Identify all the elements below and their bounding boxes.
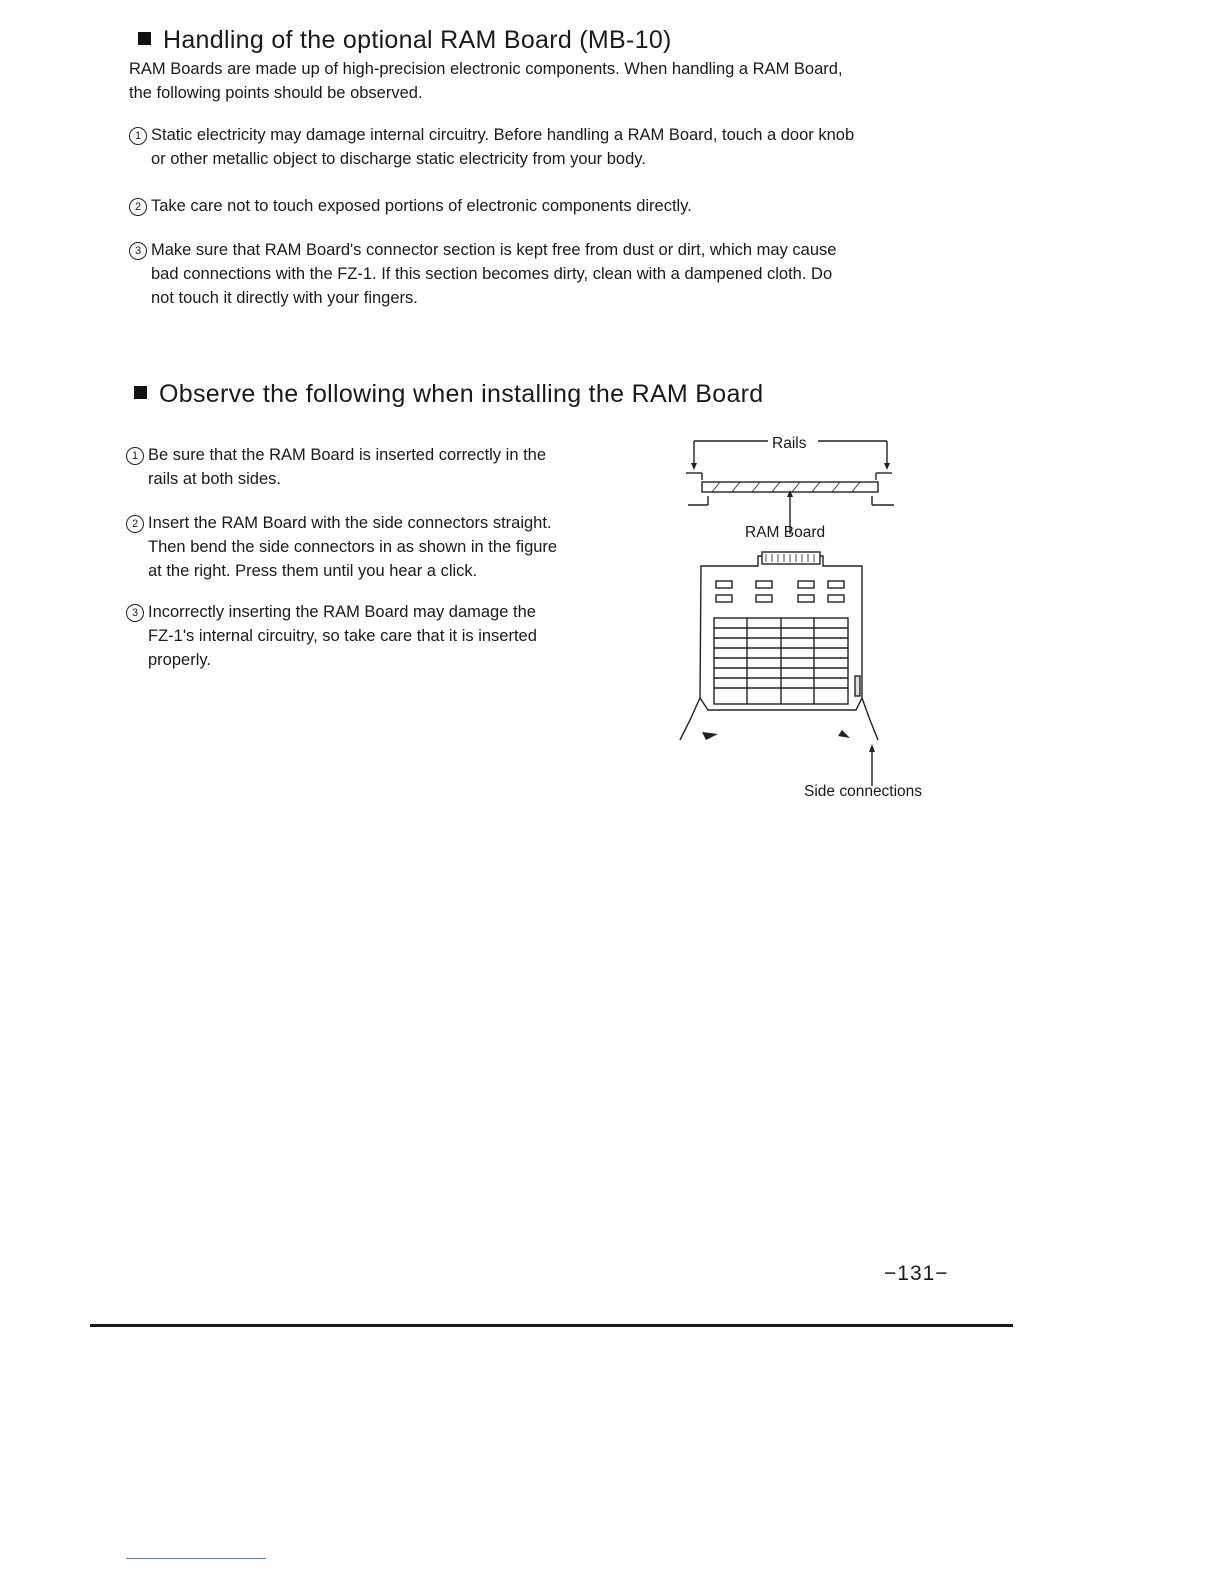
circled-number-icon: 1 xyxy=(129,127,147,145)
footer-divider xyxy=(90,1324,1013,1327)
intro-line: RAM Boards are made up of high-precision electronic components. When handling a RAM Board, xyxy=(129,60,843,78)
item-text: Insert the RAM Board with the side connectors straight. xyxy=(148,514,552,532)
handling-item-3 xyxy=(129,238,1011,310)
ram-board-figure xyxy=(672,430,972,810)
item-text: Take care not to touch exposed portions of electronic components directly. xyxy=(151,197,692,215)
square-bullet-icon xyxy=(134,386,147,399)
item-text: Then bend the side connectors in as shown in the figure xyxy=(148,538,558,556)
heading-text: Handling of the optional RAM Board (MB-10) xyxy=(163,26,672,54)
install-item-3 xyxy=(126,600,628,672)
item-text: Static electricity may damage internal circuitry. Before handling a RAM Board, touch a door knob xyxy=(151,126,855,144)
side-connections-label: Side connections xyxy=(804,783,923,800)
heading-text: Observe the following when installing the RAM Board xyxy=(159,380,764,408)
install-item-2 xyxy=(126,511,628,583)
handling-item-1 xyxy=(129,123,1011,171)
install-item-1 xyxy=(126,443,628,491)
scan-artifact-line xyxy=(126,1558,266,1559)
item-text: rails at both sides. xyxy=(148,470,281,488)
item-text: Be sure that the RAM Board is inserted correctly in the xyxy=(148,446,547,464)
item-text: Make sure that RAM Board's connector section is kept free from dust or dirt, which may cause xyxy=(151,241,837,259)
item-text: Incorrectly inserting the RAM Board may damage the xyxy=(148,603,536,621)
ram-board-diagram xyxy=(672,430,972,810)
item-text: FZ-1's internal circuitry, so take care that it is inserted xyxy=(148,627,537,645)
item-text: at the right. Press them until you hear a click. xyxy=(148,562,478,580)
intro-line: the following points should be observed. xyxy=(129,84,423,102)
item-text: properly. xyxy=(148,651,211,669)
rails-label: Rails xyxy=(772,435,807,452)
item-text: bad connections with the FZ-1. If this section becomes dirty, clean with a dampened cloth. Do xyxy=(151,265,833,283)
circled-number-icon: 3 xyxy=(126,604,144,622)
circled-number-icon: 1 xyxy=(126,447,144,465)
section-heading-handling xyxy=(138,26,672,55)
ram-board-label: RAM Board xyxy=(745,524,826,541)
circled-number-icon: 2 xyxy=(129,198,147,216)
intro-paragraph xyxy=(129,57,989,105)
item-text: not touch it directly with your fingers. xyxy=(151,289,418,307)
handling-item-2 xyxy=(129,194,1011,218)
square-bullet-icon xyxy=(138,32,151,45)
section-heading-installing xyxy=(134,380,764,409)
page-number: −131− xyxy=(884,1262,949,1285)
circled-number-icon: 3 xyxy=(129,242,147,260)
item-text: or other metallic object to discharge static electricity from your body. xyxy=(151,150,646,168)
circled-number-icon: 2 xyxy=(126,515,144,533)
